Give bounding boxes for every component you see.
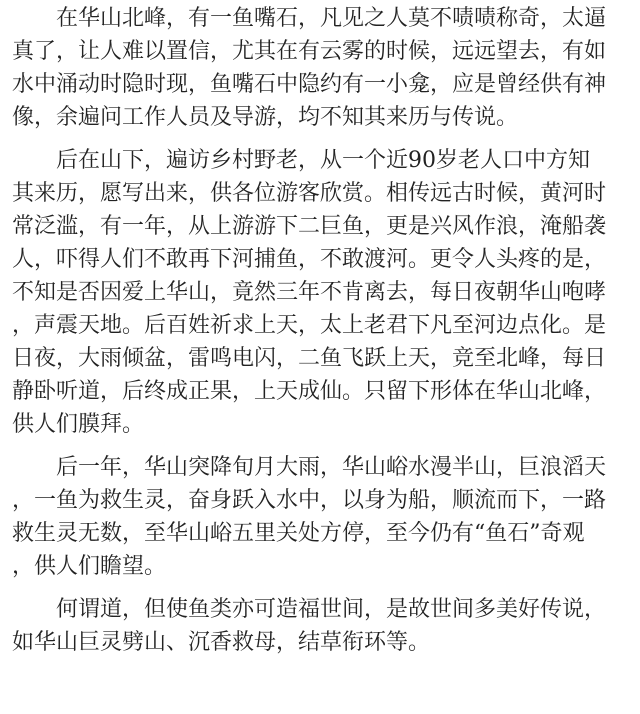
text-line: 救生灵无数，至华山峪五里关处方停，至今仍有“鱼石”奇观	[12, 521, 585, 546]
paragraph-1	[12, 2, 632, 134]
text-line: 静卧听道，后终成正果，上天成仙。只留下形体在华山北峰，	[12, 379, 607, 404]
text-line: 真了，让人难以置信，尤其在有云雾的时候，远远望去，有如	[12, 39, 607, 64]
text-line: 像，余遍问工作人员及导游，均不知其来历与传说。	[12, 105, 519, 130]
text-line: 常泛滥，有一年，从上游游下二巨鱼，更是兴风作浪，淹船袭	[12, 214, 607, 239]
text-line: 不知是否因爱上华山，竟然三年不肯离去，每日夜朝华山咆哮	[12, 280, 607, 305]
text-line: 何谓道，但使鱼类亦可造福世间，是故世间多美好传说，	[56, 597, 607, 622]
paragraph-4	[12, 593, 632, 659]
text-line: ，一鱼为救生灵，奋身跃入水中，以身为船，顺流而下，一路	[12, 488, 607, 513]
text-line: 在华山北峰，有一鱼嘴石，凡见之人莫不啧啧称奇，太逼	[56, 6, 607, 31]
text-line: 如华山巨灵劈山、沉香救母，结草衔环等。	[12, 630, 431, 655]
text-line: 后一年，华山突降旬月大雨，华山峪水漫半山，巨浪滔天	[56, 455, 607, 480]
text-line: 水中涌动时隐时现，鱼嘴石中隐约有一小龛，应是曾经供有神	[12, 72, 607, 97]
text-line: ，供人们瞻望。	[12, 554, 167, 579]
text-line: 其来历，愿写出来，供各位游客欣赏。相传远古时候，黄河时	[12, 181, 607, 206]
text-line: 供人们膜拜。	[12, 412, 145, 437]
text-line: 人，吓得人们不敢再下河捕鱼，不敢渡河。更令人头疼的是，	[12, 247, 607, 272]
text-line: 后在山下，遍访乡村野老，从一个近90岁老人口中方知	[56, 148, 590, 173]
paragraph-2	[12, 144, 632, 441]
text-line: ，声震天地。后百姓祈求上天，太上老君下凡至河边点化。是	[12, 313, 607, 338]
text-line: 日夜，大雨倾盆，雷鸣电闪，二鱼飞跃上天，竞至北峰，每日	[12, 346, 607, 371]
paragraph-3	[12, 451, 632, 583]
